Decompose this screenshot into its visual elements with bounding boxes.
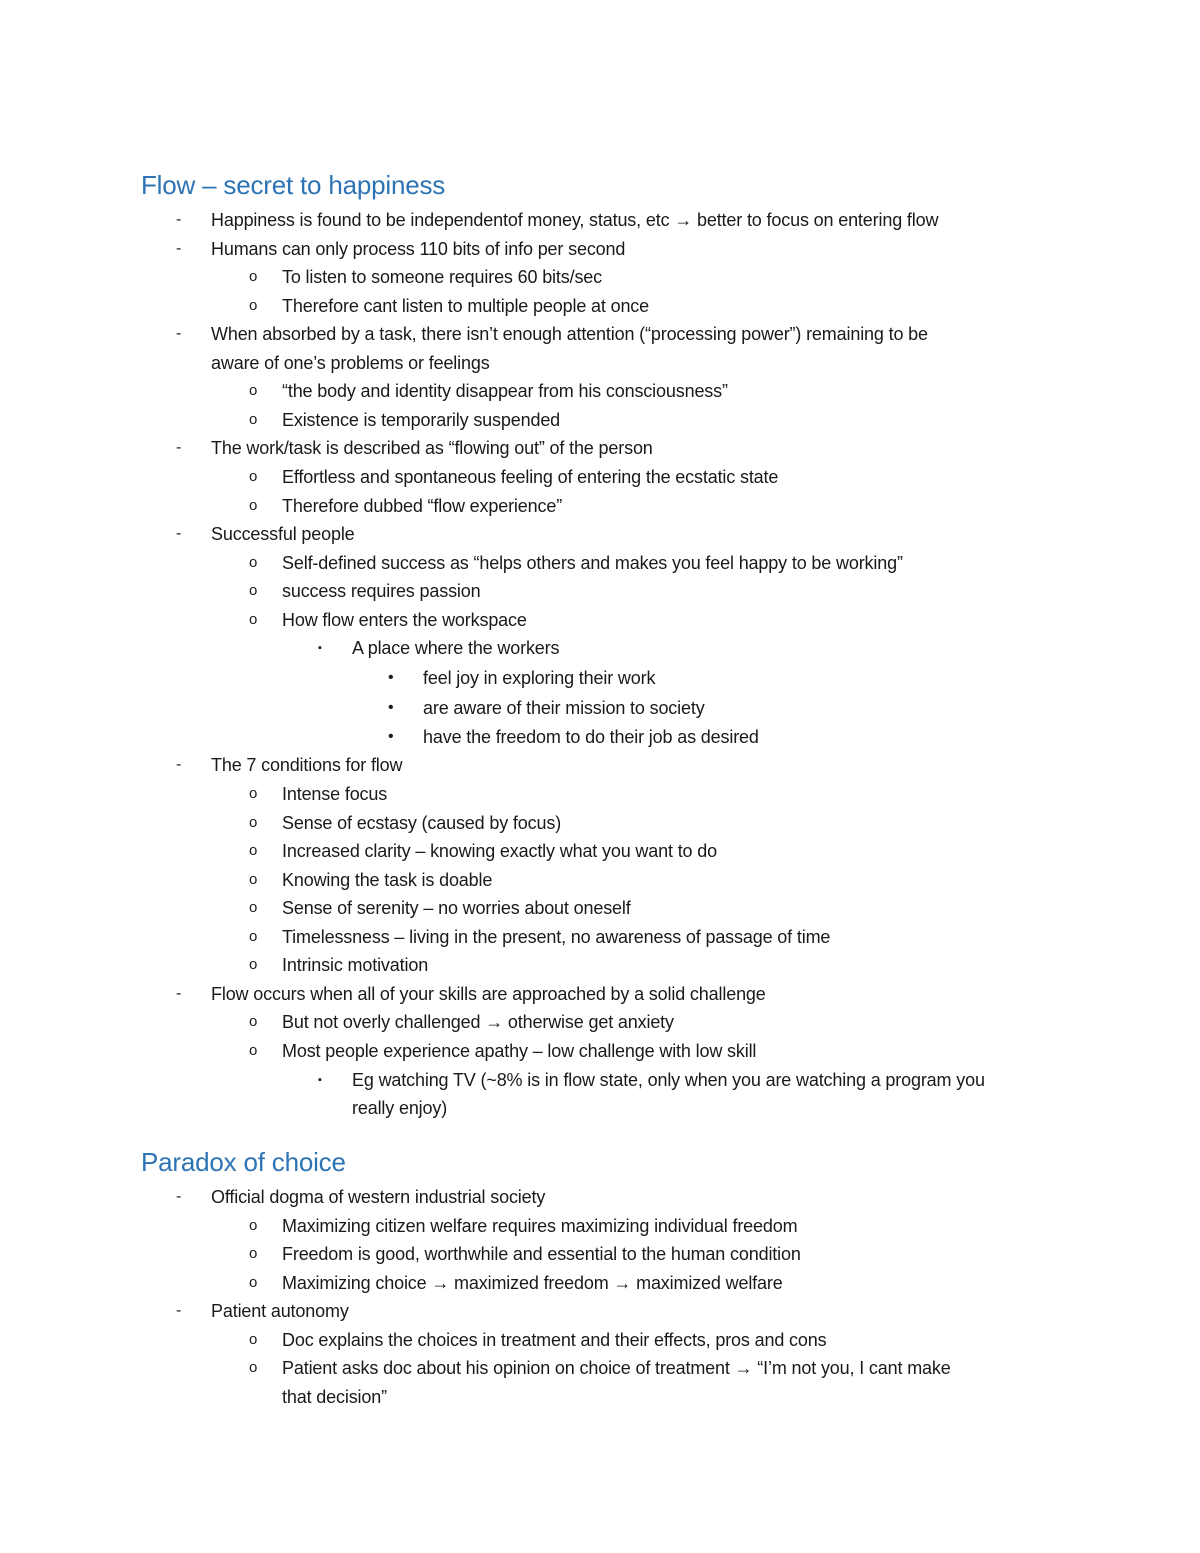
circle-bullet-icon: o bbox=[249, 785, 258, 802]
list-item-text: A place where the workers bbox=[352, 638, 560, 659]
list-item-text: The work/task is described as “flowing out” of the person bbox=[211, 438, 653, 459]
list-item-text: Timelessness – living in the present, no awareness of passage of time bbox=[282, 926, 831, 947]
circle-bullet-icon: o bbox=[249, 553, 258, 571]
circle-bullet-icon: o bbox=[249, 1041, 258, 1059]
list-item-text: Most people experience apathy – low challenge with low skill bbox=[282, 1040, 757, 1061]
list-item-text: Maximizing citizen welfare requires maximizing individual freedom bbox=[282, 1215, 798, 1236]
circle-bullet-icon: o bbox=[249, 268, 258, 286]
list-item-text: Existence is temporarily suspended bbox=[282, 409, 561, 430]
circle-bullet-icon: o bbox=[249, 296, 258, 314]
square-bullet-icon: ▪ bbox=[318, 1073, 322, 1086]
circle-bullet-icon: o bbox=[249, 382, 258, 400]
dash-bullet-icon: - bbox=[176, 325, 182, 343]
circle-bullet-icon: o bbox=[249, 610, 258, 628]
list-item-text: Successful people bbox=[211, 524, 355, 545]
list-item-text: The 7 conditions for flow bbox=[211, 755, 403, 776]
list-item-text: that decision” bbox=[282, 1386, 387, 1407]
dash-bullet-icon: - bbox=[176, 756, 182, 774]
circle-bullet-icon: o bbox=[249, 1013, 258, 1031]
list-item-text: feel joy in exploring their work bbox=[423, 668, 656, 688]
list-item-text: Effortless and spontaneous feeling of entering the ecstatic state bbox=[282, 466, 779, 487]
list-item-text: Sense of ecstasy (caused by focus) bbox=[282, 812, 562, 833]
list-item-text: aware of one’s problems or feelings bbox=[211, 352, 490, 373]
circle-bullet-icon: o bbox=[249, 467, 258, 485]
circle-bullet-icon: o bbox=[249, 410, 258, 428]
circle-bullet-icon: o bbox=[249, 1216, 258, 1234]
list-item-text: Maximizing choice → maximized freedom → maximized welfare bbox=[282, 1272, 783, 1293]
dash-bullet-icon: - bbox=[176, 525, 182, 543]
dash-bullet-icon: - bbox=[176, 439, 182, 457]
list-item-text: Intense focus bbox=[282, 784, 388, 804]
list-item-text: Freedom is good, worthwhile and essential to the human condition bbox=[282, 1244, 801, 1264]
list-item-text: Self-defined success as “helps others and makes you feel happy to be working” bbox=[282, 552, 903, 573]
list-item-text: Happiness is found to be independentof money, status, etc → better to focus on entering flow bbox=[211, 210, 939, 230]
list-item-text: Humans can only process 110 bits of info per second bbox=[211, 238, 626, 259]
dash-bullet-icon: - bbox=[176, 211, 182, 228]
square-bullet-icon: ▪ bbox=[318, 642, 322, 655]
circle-bullet-icon: o bbox=[249, 1273, 258, 1291]
section-heading: Flow – secret to happiness bbox=[141, 170, 446, 200]
dot-bullet-icon: • bbox=[388, 698, 394, 716]
list-item-text: Eg watching TV (~8% is in flow state, only when you are watching a program you bbox=[352, 1069, 985, 1090]
circle-bullet-icon: o bbox=[249, 899, 258, 917]
dot-bullet-icon: • bbox=[388, 669, 394, 686]
circle-bullet-icon: o bbox=[249, 1359, 258, 1376]
dash-bullet-icon: - bbox=[176, 239, 182, 257]
list-item-text: Official dogma of western industrial society bbox=[211, 1187, 546, 1207]
circle-bullet-icon: o bbox=[249, 1330, 258, 1348]
circle-bullet-icon: o bbox=[249, 1245, 258, 1262]
list-item-text: Patient autonomy bbox=[211, 1301, 349, 1321]
circle-bullet-icon: o bbox=[249, 870, 258, 888]
list-item-text: Increased clarity – knowing exactly what you want to do bbox=[282, 841, 717, 862]
dash-bullet-icon: - bbox=[176, 1188, 182, 1205]
list-item-text: Therefore cant listen to multiple people at once bbox=[282, 295, 650, 316]
list-item-text: Patient asks doc about his opinion on choice of treatment → “I’m not you, I cant make bbox=[282, 1358, 951, 1378]
list-item-text: have the freedom to do their job as desired bbox=[423, 727, 759, 748]
circle-bullet-icon: o bbox=[249, 842, 258, 860]
list-item-text: Sense of serenity – no worries about oneself bbox=[282, 898, 631, 919]
list-item-text: When absorbed by a task, there isn’t enough attention (“processing power”) remaining to be bbox=[211, 324, 928, 345]
circle-bullet-icon: o bbox=[249, 927, 258, 945]
circle-bullet-icon: o bbox=[249, 496, 258, 514]
list-item-text: success requires passion bbox=[282, 581, 481, 602]
section-heading: Paradox of choice bbox=[141, 1147, 346, 1177]
dash-bullet-icon: - bbox=[176, 1302, 182, 1319]
list-item-text: How flow enters the workspace bbox=[282, 609, 527, 630]
list-item-text: “the body and identity disappear from his consciousness” bbox=[282, 381, 728, 402]
circle-bullet-icon: o bbox=[249, 813, 258, 831]
list-item-text: Intrinsic motivation bbox=[282, 955, 429, 976]
dash-bullet-icon: - bbox=[176, 984, 182, 1002]
list-item-text: Knowing the task is doable bbox=[282, 869, 493, 890]
list-item-text: To listen to someone requires 60 bits/sec bbox=[282, 267, 603, 288]
list-item-text: Flow occurs when all of your skills are approached by a solid challenge bbox=[211, 983, 766, 1004]
list-item-text: Doc explains the choices in treatment and their effects, pros and cons bbox=[282, 1329, 827, 1350]
list-item-text: Therefore dubbed “flow experience” bbox=[282, 495, 563, 516]
list-item-text: But not overly challenged → otherwise get anxiety bbox=[282, 1012, 674, 1033]
list-item-text: are aware of their mission to society bbox=[423, 697, 705, 718]
circle-bullet-icon: o bbox=[249, 582, 258, 600]
circle-bullet-icon: o bbox=[249, 956, 258, 974]
dot-bullet-icon: • bbox=[388, 728, 394, 746]
list-item-text: really enjoy) bbox=[352, 1098, 448, 1119]
